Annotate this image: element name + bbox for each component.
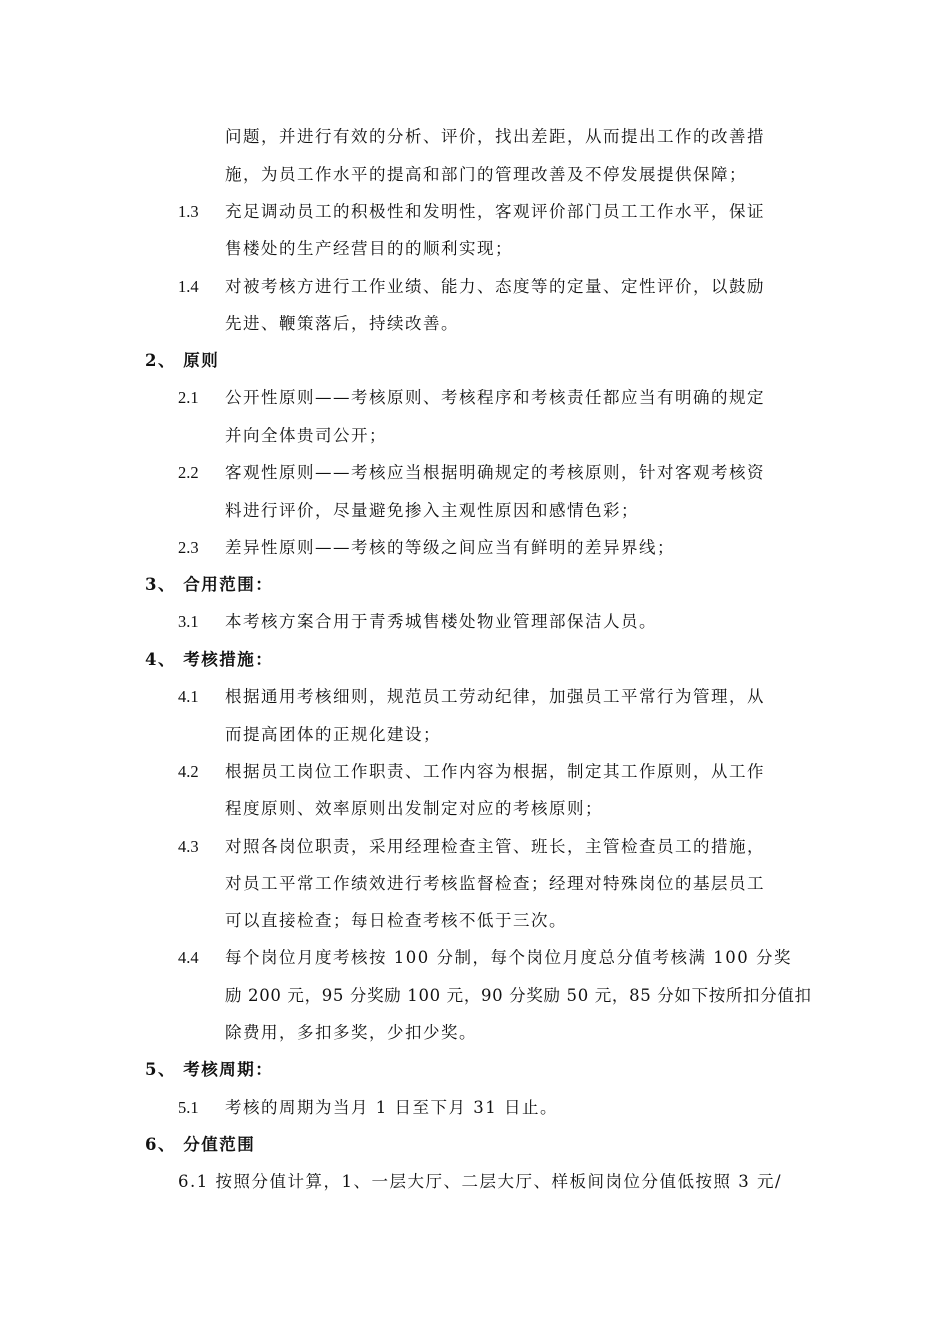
- item-number: 1.4: [178, 277, 199, 296]
- item-number: 2.3: [178, 538, 199, 557]
- item-number: 3.1: [178, 612, 199, 631]
- item-number: 4.1: [178, 687, 199, 706]
- text-line: 差异性原则——考核的等级之间应当有鲜明的差异界线；: [225, 538, 675, 557]
- text-line: 每个岗位月度考核按 100 分制，每个岗位月度总分值考核满 100 分奖: [225, 948, 792, 967]
- text-line: 客观性原则——考核应当根据明确规定的考核原则，针对客观考核资: [225, 463, 765, 482]
- section-heading: 4、 考核措施：: [145, 650, 274, 669]
- item-number: 2.1: [178, 388, 199, 407]
- text-line: 先进、鞭策落后，持续改善。: [225, 314, 459, 333]
- section-heading: 2、 原则: [145, 351, 220, 370]
- text-line: 6.1 按照分值计算，1、一层大厅、二层大厅、样板间岗位分值低按照 3 元/: [178, 1172, 783, 1191]
- text-line: 施，为员工作水平的提高和部门的管理改善及不停发展提供保障；: [225, 165, 747, 184]
- text-line: 料进行评价，尽量避免掺入主观性原因和感情色彩；: [225, 501, 639, 520]
- item-number: 5.1: [178, 1098, 199, 1117]
- item-number: 1.3: [178, 202, 199, 221]
- text-line: 可以直接检查；每日检查考核不低于三次。: [225, 911, 567, 930]
- text-line: 充足调动员工的积极性和发明性，客观评价部门员工工作水平，保证: [225, 202, 765, 221]
- text-line: 对员工平常工作绩效进行考核监督检查；经理对特殊岗位的基层员工: [225, 874, 765, 893]
- text-line: 并向全体贵司公开；: [225, 426, 387, 445]
- item-number: 4.2: [178, 762, 199, 781]
- text-line: 问题，并进行有效的分析、评价，找出差距，从而提出工作的改善措: [225, 127, 765, 146]
- text-line: 对照各岗位职责，采用经理检查主管、班长，主管检查员工的措施，: [225, 837, 765, 856]
- text-line: 考核的周期为当月 1 日至下月 31 日止。: [225, 1098, 558, 1117]
- section-heading: 6、 分值范围: [145, 1135, 256, 1154]
- item-number: 4.3: [178, 837, 199, 856]
- section-heading: 5、 考核周期：: [145, 1060, 274, 1079]
- item-number: 4.4: [178, 948, 199, 967]
- text-line: 本考核方案合用于青秀城售楼处物业管理部保洁人员。: [225, 612, 657, 631]
- text-line: 根据员工岗位工作职责、工作内容为根据，制定其工作原则，从工作: [225, 762, 765, 781]
- text-line: 励 200 元，95 分奖励 100 元，90 分奖励 50 元，85 分如下按所扣分值扣: [225, 986, 812, 1005]
- section-heading: 3、 合用范围：: [145, 575, 274, 594]
- text-line: 而提高团体的正规化建设；: [225, 725, 441, 744]
- text-line: 根据通用考核细则，规范员工劳动纪律，加强员工平常行为管理，从: [225, 687, 765, 706]
- text-line: 公开性原则——考核原则、考核程序和考核责任都应当有明确的规定: [225, 388, 765, 407]
- text-line: 对被考核方进行工作业绩、能力、态度等的定量、定性评价，以鼓励: [225, 277, 765, 296]
- text-line: 除费用，多扣多奖，少扣少奖。: [225, 1023, 477, 1042]
- text-line: 售楼处的生产经营目的的顺利实现；: [225, 239, 513, 258]
- text-line: 程度原则、效率原则出发制定对应的考核原则；: [225, 799, 603, 818]
- item-number: 2.2: [178, 463, 199, 482]
